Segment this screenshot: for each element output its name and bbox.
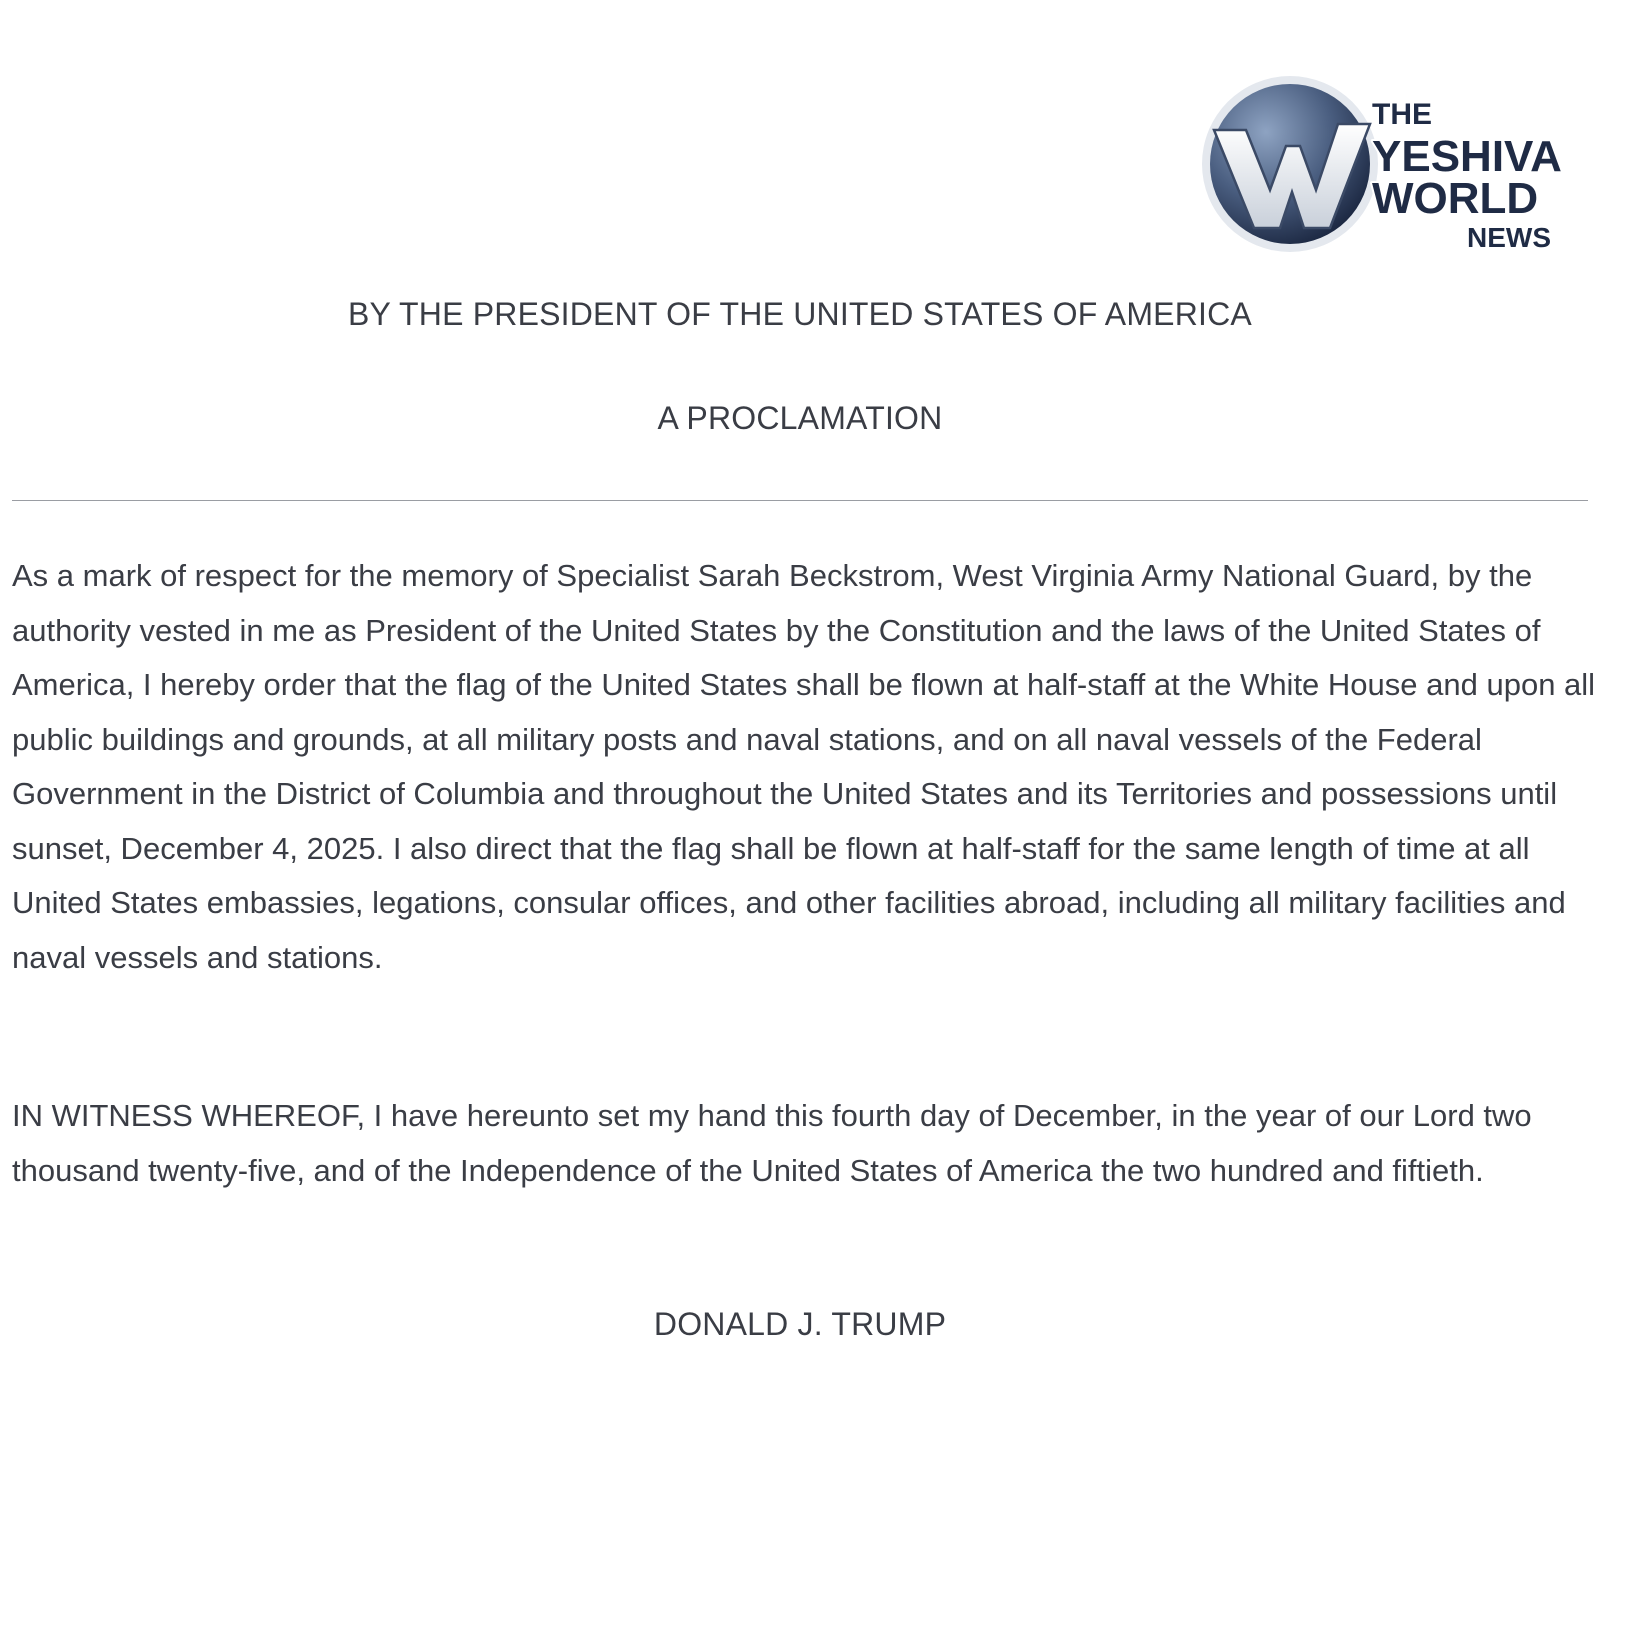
logo-text-yeshiva: YESHIVA xyxy=(1372,132,1562,181)
signature: DONALD J. TRUMP xyxy=(653,1306,947,1342)
proclamation-authority-heading: BY THE PRESIDENT OF THE UNITED STATES OF AMERICA xyxy=(348,296,1252,332)
logo-text-news: NEWS xyxy=(1467,222,1551,253)
divider xyxy=(12,500,1588,501)
witness-paragraph: IN WITNESS WHEREOF, I have hereunto set my hand this fourth day of December, in the year of our Lord two thousand twenty-five, and of the Independence of the United States of America the two hundred and fiftieth. xyxy=(12,1098,1532,1188)
proclamation-title: A PROCLAMATION xyxy=(657,400,943,436)
logo-text-the: THE xyxy=(1372,98,1432,131)
proclamation-body-paragraph: As a mark of respect for the memory of Specialist Sarah Beckstrom, West Virginia Army National Guard, by the authority vested in me as President of the United States by the Constitution and the laws of the United States of America, I hereby order that the flag of the United States shall be flown at half-staff at the White House and upon all public buildings and grounds, at all military posts and naval stations, and on all naval vessels of the Federal Government in the District of Columbia and throughout the United States and its Territories and possessions until sunset, December 4, 2025. I also direct that the flag shall be flown at half-staff for the same length of time at all United States embassies, legations, consular offices, and other facilities abroad, including all military facilities and naval vessels and stations. xyxy=(12,558,1596,975)
logo-graphic xyxy=(1200,72,1600,260)
logo-text-world: WORLD xyxy=(1372,174,1539,223)
yeshiva-world-news-logo xyxy=(1200,72,1600,260)
